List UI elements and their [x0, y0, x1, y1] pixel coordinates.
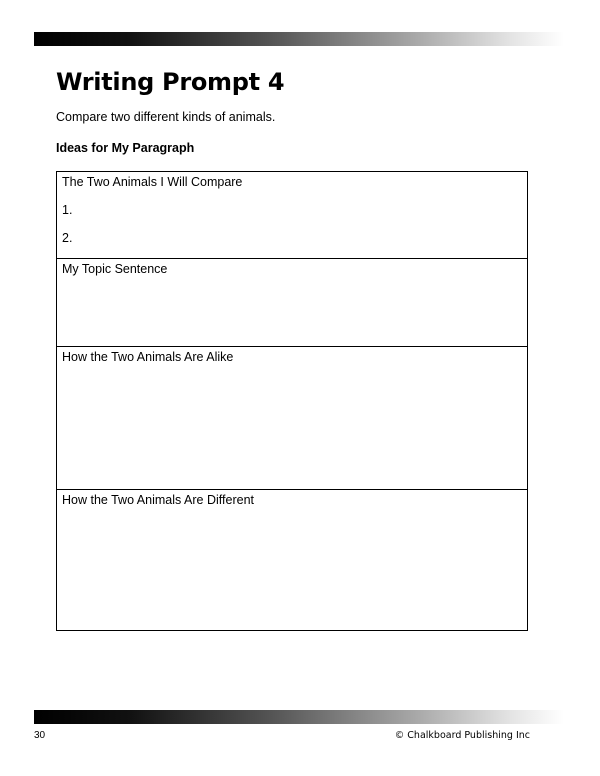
organizer-section-different[interactable] — [57, 490, 527, 630]
bottom-gradient-bar — [34, 710, 564, 724]
section-heading: The Two Animals I Will Compare — [62, 175, 243, 189]
top-gradient-bar — [34, 32, 564, 46]
section-heading: How the Two Animals Are Alike — [62, 350, 234, 364]
animal-line-1[interactable]: 1. — [62, 203, 73, 217]
section-heading: My Topic Sentence — [62, 262, 168, 276]
page-title: Writing Prompt 4 — [56, 68, 285, 96]
organizer-section-topic-sentence[interactable] — [57, 259, 527, 347]
section-heading: How the Two Animals Are Different — [62, 493, 254, 507]
graphic-organizer — [56, 171, 528, 631]
copyright-notice: © Chalkboard Publishing Inc — [394, 730, 530, 741]
organizer-section-alike[interactable] — [57, 347, 527, 490]
section-subheading: Ideas for My Paragraph — [56, 141, 195, 155]
page-number: 30 — [34, 730, 46, 741]
animal-line-2[interactable]: 2. — [62, 231, 73, 245]
prompt-instruction: Compare two different kinds of animals. — [56, 110, 276, 124]
organizer-section-animals[interactable] — [57, 172, 527, 259]
